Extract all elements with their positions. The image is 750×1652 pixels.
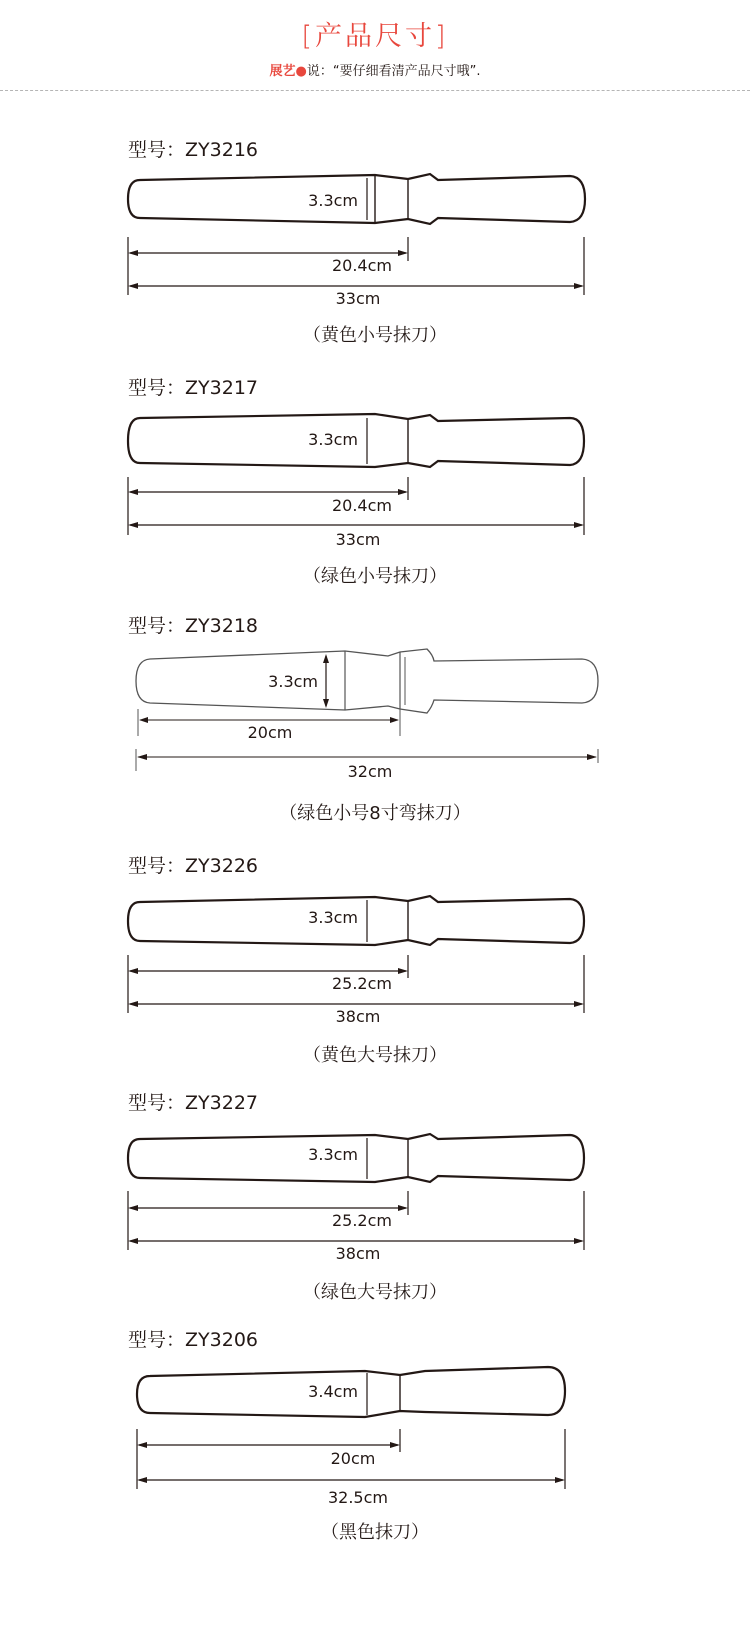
model-prefix: 型号：: [128, 1092, 186, 1114]
model-number: ZY3227: [185, 1092, 258, 1114]
spatula-diagram: [0, 881, 750, 1031]
dot-icon: ●: [295, 64, 307, 79]
total-length-label: 33cm: [335, 289, 381, 308]
model-label: [128, 1325, 258, 1352]
product-block: [0, 1088, 750, 1303]
product-caption: （黄色大号抹刀）: [303, 1045, 447, 1066]
total-length-label: 32cm: [347, 762, 393, 781]
blade-length-label: 20cm: [330, 1449, 376, 1468]
total-length-label: 33cm: [335, 530, 381, 549]
model-prefix: 型号：: [128, 1329, 186, 1351]
bracket-open: [: [301, 21, 315, 52]
model-number: ZY3217: [185, 377, 258, 399]
width-label: 3.3cm: [308, 1145, 358, 1164]
blade-length-label: 20cm: [247, 723, 293, 742]
product-block: [0, 851, 750, 1066]
model-label: [128, 135, 258, 162]
model-prefix: 型号：: [128, 139, 186, 161]
dashed-divider: [0, 90, 750, 91]
width-label: 3.3cm: [308, 430, 358, 449]
product-caption: （绿色大号抹刀）: [303, 1282, 447, 1303]
model-label: [128, 373, 258, 400]
brand-name: 展艺: [269, 64, 296, 79]
width-label: 3.3cm: [308, 908, 358, 927]
product-block: [0, 1325, 750, 1545]
total-length-label: 38cm: [335, 1244, 381, 1263]
model-prefix: 型号：: [128, 615, 186, 637]
model-label: [128, 851, 258, 878]
product-caption: （黄色小号抹刀）: [303, 325, 447, 346]
model-number: ZY3216: [185, 139, 258, 161]
model-number: ZY3206: [185, 1329, 258, 1351]
model-label: [128, 1088, 258, 1115]
blade-length-label: 20.4cm: [331, 496, 393, 515]
product-caption: （黑色抹刀）: [321, 1522, 429, 1543]
product-block: [0, 373, 750, 588]
model-number: ZY3218: [185, 615, 258, 637]
product-caption: （绿色小号8寸弯抹刀）: [279, 803, 471, 824]
spatula-diagram: [0, 165, 750, 315]
width-label: 3.3cm: [268, 672, 318, 691]
spatula-diagram: [0, 403, 750, 553]
header-subtitle: [0, 60, 750, 79]
model-number: ZY3226: [185, 855, 258, 877]
header-title: [0, 14, 750, 53]
product-caption: （绿色小号抹刀）: [303, 566, 447, 587]
blade-length-label: 25.2cm: [331, 974, 393, 993]
spatula-diagram: [0, 641, 750, 796]
spatula-diagram: [0, 1355, 750, 1515]
model-prefix: 型号：: [128, 855, 186, 877]
product-block: [0, 135, 750, 350]
blade-length-label: 25.2cm: [331, 1211, 393, 1230]
model-prefix: 型号：: [128, 377, 186, 399]
model-label: [128, 611, 258, 638]
spatula-outline: [136, 649, 598, 713]
title-text: 产品尺寸: [315, 21, 435, 52]
total-length-label: 32.5cm: [327, 1488, 389, 1507]
blade-length-label: 20.4cm: [331, 256, 393, 275]
product-block: [0, 611, 750, 826]
spatula-diagram: [0, 1118, 750, 1268]
total-length-label: 38cm: [335, 1007, 381, 1026]
tagline: 说：“要仔细看清产品尺寸哦”.: [306, 64, 481, 79]
width-label: 3.3cm: [308, 191, 358, 210]
bracket-close: ]: [435, 21, 449, 52]
width-label: 3.4cm: [308, 1382, 358, 1401]
